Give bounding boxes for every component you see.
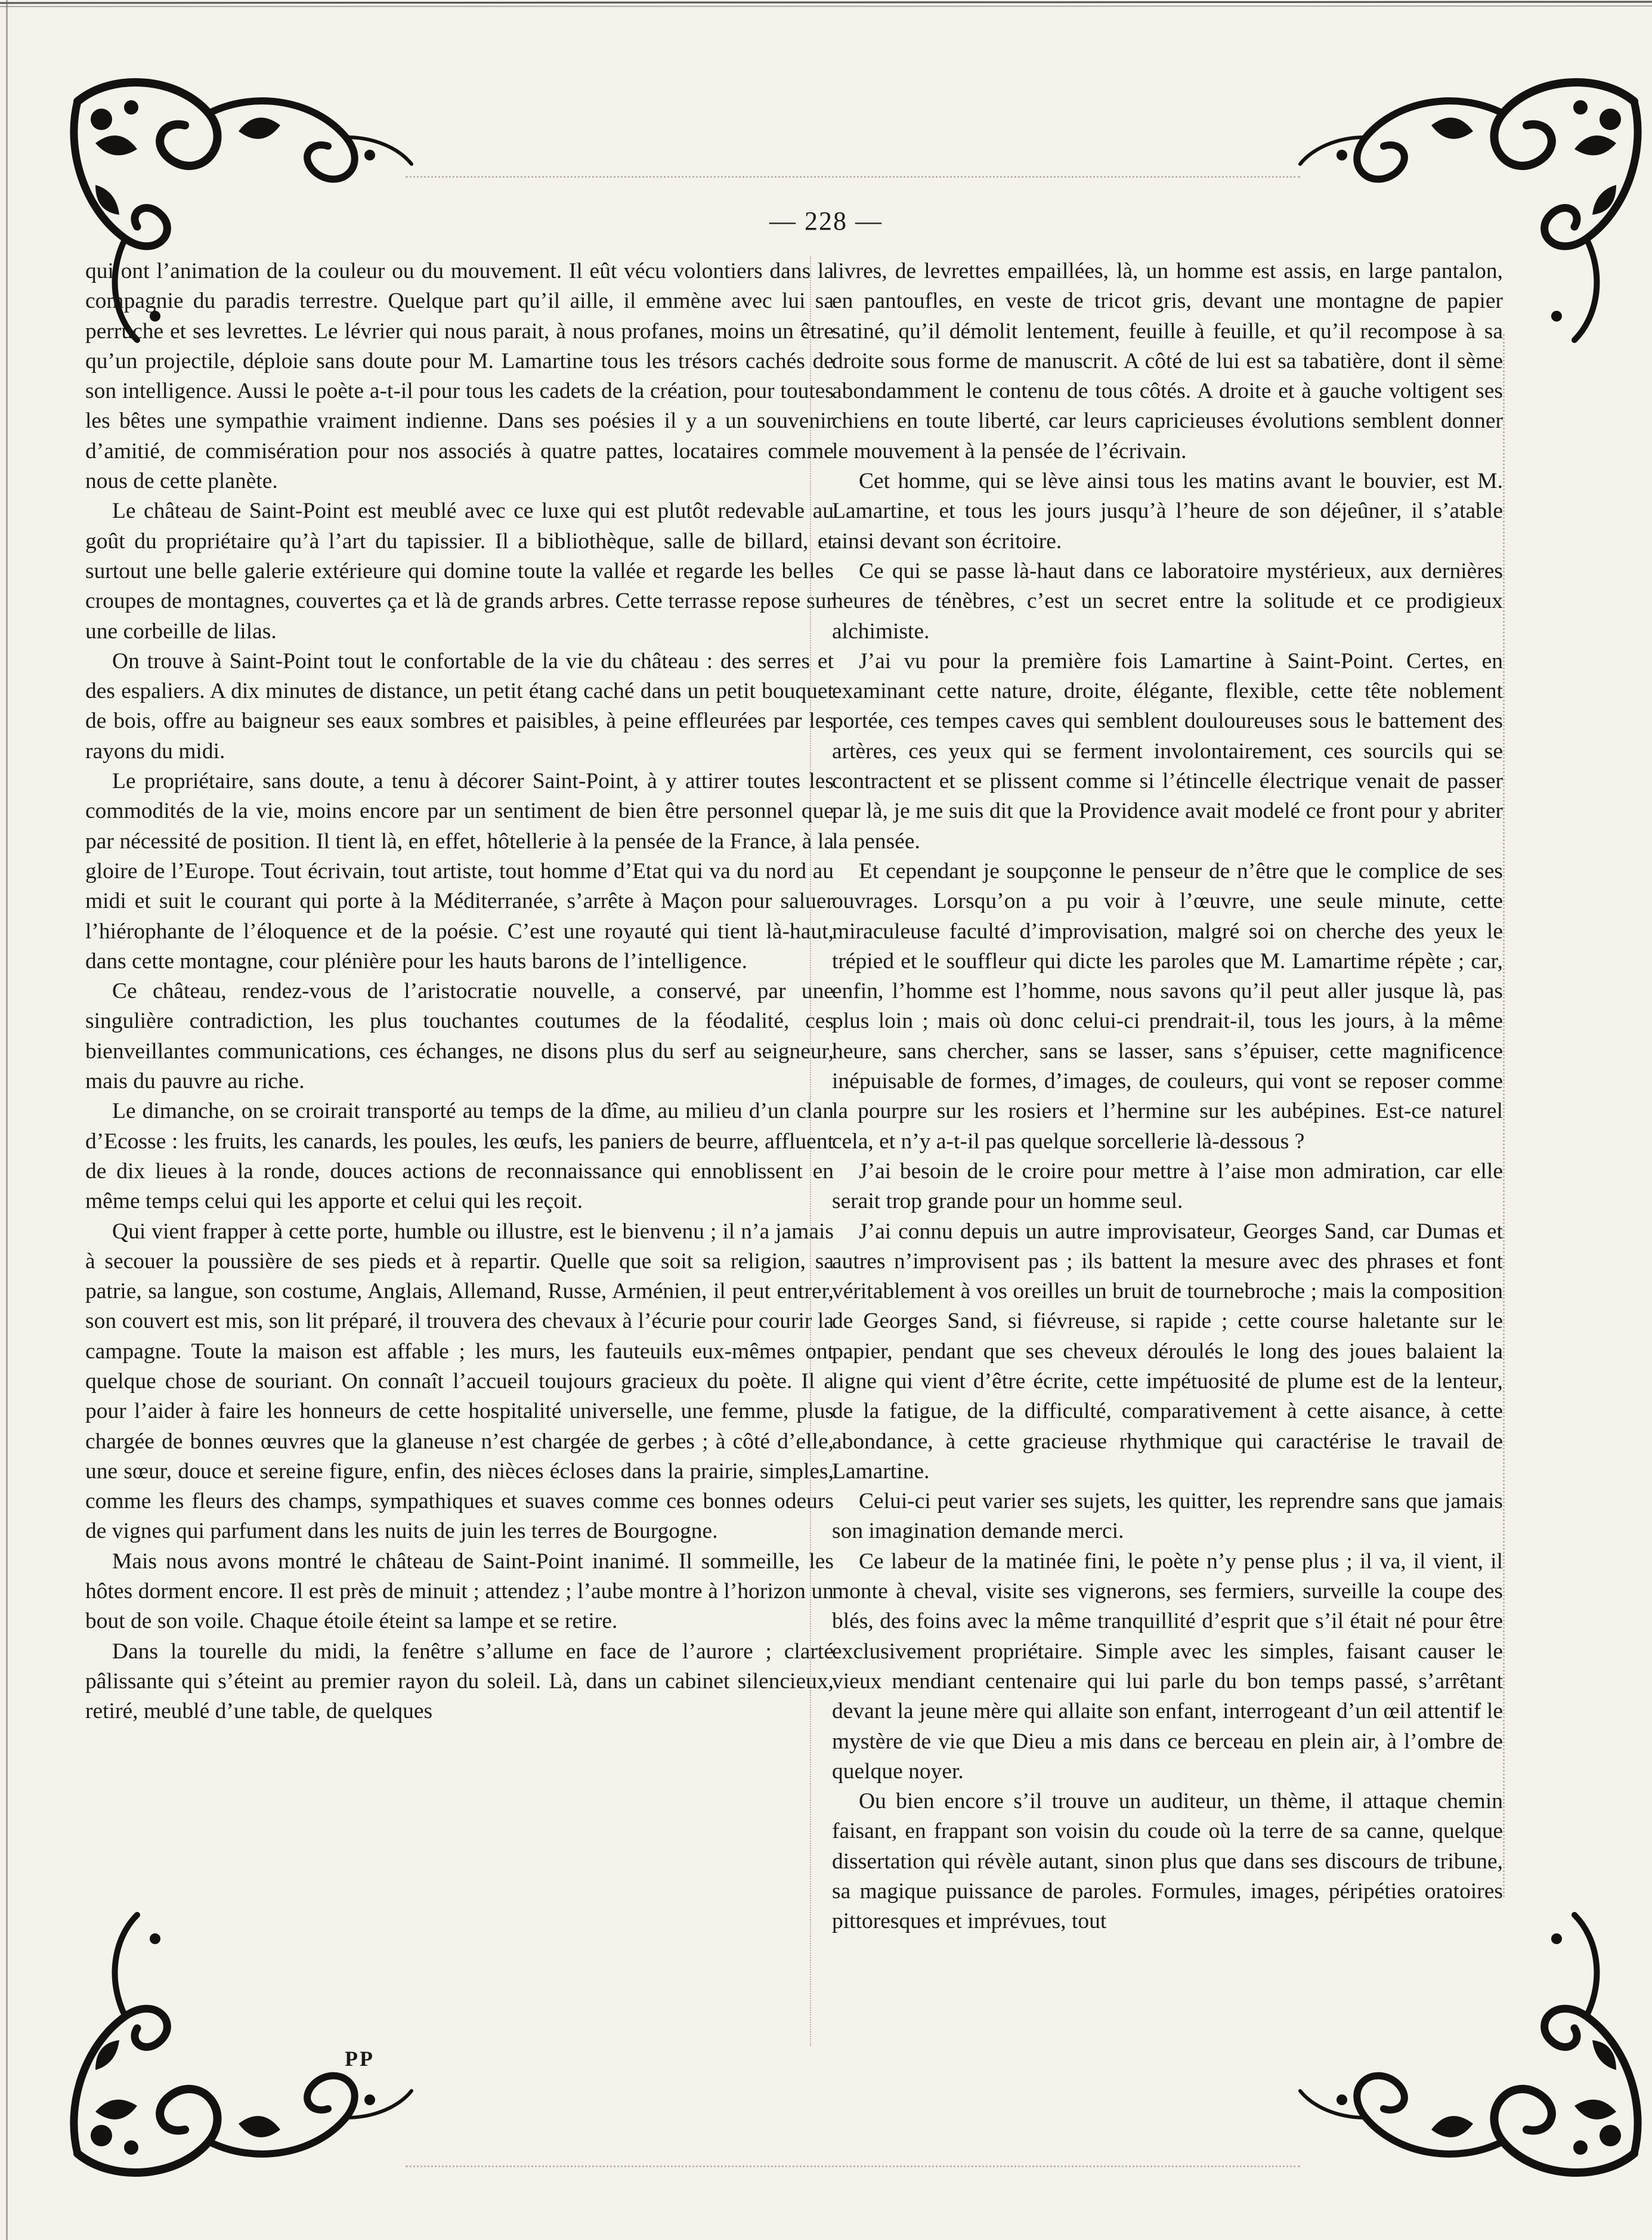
right-column (832, 257, 1503, 2076)
paragraph: Celui-ci peut varier ses sujets, les quitter, les reprendre sans que jamais son imagination demande merci. (832, 1489, 1503, 1544)
paragraph: qui ont l’animation de la couleur ou du mouvement. Il eût vécu volontiers dans la compagnie du paradis terrestre. Quelque part qu’il aille, il emmène avec lui sa perruche et ses levrettes. Le lévrier qui nous parait, à nous profanes, moins un être qu’un projectile, déploie sans doute pour M. Lamartine tous les trésors cachés de son intelligence. Aussi le poète a-t-il pour tous les cadets de la création, pour toutes les bêtes une sympathie vraiment indienne. Dans ses poésies il y a un souvenir d’amitié, de commisération pour nos associés à quatre pattes, locataires comme nous de cette planète. (85, 259, 834, 494)
paragraph: J’ai connu depuis un autre improvisateur, Georges Sand, car Dumas et autres n’improvisent pas ; ils battent la mesure avec des phrases et font véritablement à vos oreilles un bruit de tournebroche ; mais la composition de Georges Sand, si fiévreuse, si rapide ; cette course haletante sur le papier, pendant que ses cheveux déroulés le long des joues balaient la ligne qui vient d’être écrite, cette impétuosité de plume est de la lenteur, de la fatigue, de la difficulté, comparativement à cette aisance, à cette abondance, à cette gracieuse rhythmique qui caractérise le travail de Lamartine. (832, 1219, 1503, 1484)
paragraph: J’ai besoin de le croire pour mettre à l’aise mon admiration, car elle serait trop grande pour un homme seul. (832, 1158, 1503, 1214)
paragraph: livres, de levrettes empaillées, là, un homme est assis, en large pantalon, en pantoufles, en veste de tricot gris, devant une montagne de papier satiné, qu’il démolit lentement, feuille à feuille, et qu’il recompose à sa droite sous forme de manuscrit. A côté de lui est sa tabatière, dont il sème abondamment le contenu de tous côtés. A droite et à gauche voltigent ses chiens en toute liberté, car leurs capricieuses évolutions semblent donner le mouvement à la pensée de l’écrivain. (832, 259, 1503, 464)
top-rule (0, 0, 1652, 10)
paragraph: Le propriétaire, sans doute, a tenu à décorer Saint-Point, à y attirer toutes les commodités de la vie, moins encore par un sentiment de bien être personnel que par nécessité de position. Il tient là, en effet, hôtellerie à la pensée de la France, à la gloire de l’Europe. Tout écrivain, tout artiste, tout homme d’Etat qui va du nord au midi et suit le courant qui porte à la Méditerranée, s’arrête à Maçon pour saluer l’hiérophante de l’éloquence et de la poésie. C’est une royauté qui tient là-haut, dans cette montagne, cour plénière pour les hauts barons de l’intelligence. (85, 769, 834, 974)
paragraph: Le château de Saint-Point est meublé avec ce luxe qui est plutôt redevable au goût du propriétaire qu’à l’art du tapissier. Il a bibliothèque, salle de billard, et surtout une belle galerie extérieure qui domine toute la vallée et regarde les belles croupes de montagnes, couvertes ça et là de grands arbres. Cette terrasse repose sur une corbeille de lilas. (85, 499, 834, 644)
left-column (85, 257, 834, 2076)
paragraph: Et cependant je soupçonne le penseur de n’être que le complice de ses ouvrages. Lorsqu’on a pu voir à l’œuvre, une seule minute, cette miraculeuse faculté d’improvisation, malgré soi on cherche des yeux le trépied et le souffleur qui dicte les paroles que M. Lamartime répète ; car, enfin, l’homme est l’homme, nous savons qu’il peut aller jusque là, pas plus loin ; mais où donc celui-ci prendrait-il, tous les jours, à la même heure, sans chercher, sans se lasser, sans s’épuiser, cette magnificence inépuisable de formes, d’images, de couleurs, qui vont se reposer comme la pourpre sur les rosiers et l’hermine sur les aubépines. Est-ce naturel cela, et n’y a-t-il pas quelque sorcellerie là-dessous ? (832, 858, 1503, 1154)
paragraph: Ou bien encore s’il trouve un auditeur, un thème, il attaque chemin faisant, en frappant son voisin du coude où la terre de sa canne, quelque dissertation qui révèle autant, sinon plus que dans ses discours de tribune, sa magique puissance de paroles. Formules, images, péripéties oratoires pittoresques et imprévues, tout (832, 1789, 1503, 1934)
paragraph: Qui vient frapper à cette porte, humble ou illustre, est le bienvenu ; il n’a jamais à secouer la poussière de ses pieds et à repartir. Quelle que soit sa religion, sa patrie, sa langue, son costume, Anglais, Allemand, Russe, Arménien, il peut entrer, son couvert est mis, son lit préparé, il trouvera des chevaux à l’écurie pour courir la campagne. Toute la maison est affable ; les murs, les fauteuils eux-mêmes ont quelque chose de souriant. On connaît l’accueil toujours gracieux du poète. Il a pour l’aider à faire les honneurs de cette hospitalité universelle, une femme, plus chargée de bonnes œuvres que la glaneuse n’est chargée de gerbes ; à côté d’elle, une sœur, douce et sereine figure, enfin, des nièces écloses dans la prairie, simples, comme les fleurs des champs, sympathiques et suaves comme ces bonnes odeurs de vignes qui parfument dans les nuits de juin les terres de Bourgogne. (85, 1219, 834, 1544)
paragraph: Cet homme, qui se lève ainsi tous les matins avant le bouvier, est M. Lamartine, et tous les jours jusqu’à l’heure de son déjeûner, il s’atable ainsi devant son écritoire. (832, 469, 1503, 554)
frame-bottom-line (406, 2165, 1300, 2167)
paragraph: J’ai vu pour la première fois Lamartine à Saint-Point. Certes, en examinant cette nature, droite, élégante, flexible, cette tête noblement portée, ces tempes caves qui semblent douloureuses sous le battement des artères, ces yeux qui se ferment involontairement, ces sourcils qui se contractent et se plissent comme si l’étincelle électrique venait de passer par là, je me suis dit que la Providence avait modelé ce front pour y abriter la pensée. (832, 648, 1503, 854)
signature-mark: PP (345, 2047, 375, 2071)
page-number: — 228 — (769, 206, 883, 236)
paragraph: Ce qui se passe là-haut dans ce laboratoire mystérieux, aux dernières heures de ténèbres, c’est un secret entre la solitude et ce prodigieux alchimiste. (832, 558, 1503, 644)
frame-right-line (1503, 334, 1505, 1897)
paragraph: Ce labeur de la matinée fini, le poète n’y pense plus ; il va, il vient, il monte à cheval, visite ses vignerons, ses fermiers, surveille la coupe des blés, des foins avec la même tranquillité d’esprit que s’il était né pour être exclusivement propriétaire. Simple avec les simples, faisant causer le vieux mendiant centenaire qui lui parle du bon temps passé, s’arrêtant devant la jeune mère qui allaite son enfant, interrogeant d’un œil attentif le mystère de vie que Dieu a mis dans ce berceau en plein air, à l’ombre de quelque noyer. (832, 1549, 1503, 1784)
paragraph: Mais nous avons montré le château de Saint-Point inanimé. Il sommeille, les hôtes dorment encore. Il est près de minuit ; attendez ; l’aube montre à l’horizon un bout de son voile. Chaque étoile éteint sa lampe et se retire. (85, 1549, 834, 1634)
paragraph: Dans la tourelle du midi, la fenêtre s’allume en face de l’aurore ; clarté pâlissante qui s’éteint au premier rayon du soleil. Là, dans un cabinet silencieux, retiré, meublé d’une table, de quelques (85, 1639, 834, 1724)
paragraph: Ce château, rendez-vous de l’aristocratie nouvelle, a conservé, par une singulière contradiction, les plus touchantes coutumes de la féodalité, ces bienveillantes communications, ces échanges, ne disons plus du serf au seigneur, mais du pauvre au riche. (85, 979, 834, 1094)
column-divider (810, 257, 811, 2046)
frame-top-line (406, 176, 1300, 178)
paragraph: Le dimanche, on se croirait transporté au temps de la dîme, au milieu d’un clan d’Ecosse : les fruits, les canards, les poules, les œufs, les paniers de beurre, affluent de dix lieues à la ronde, douces actions de reconnaissance qui ennoblissent en même temps celui qui les apporte et celui qui les reçoit. (85, 1099, 834, 1214)
paragraph: On trouve à Saint-Point tout le confortable de la vie du château : des serres et des espaliers. A dix minutes de distance, un petit étang caché dans un petit bouquet de bois, offre au baigneur ses eaux sombres et paisibles, à peine effleurées par les rayons du midi. (85, 648, 834, 764)
page-edge (6, 0, 14, 2240)
